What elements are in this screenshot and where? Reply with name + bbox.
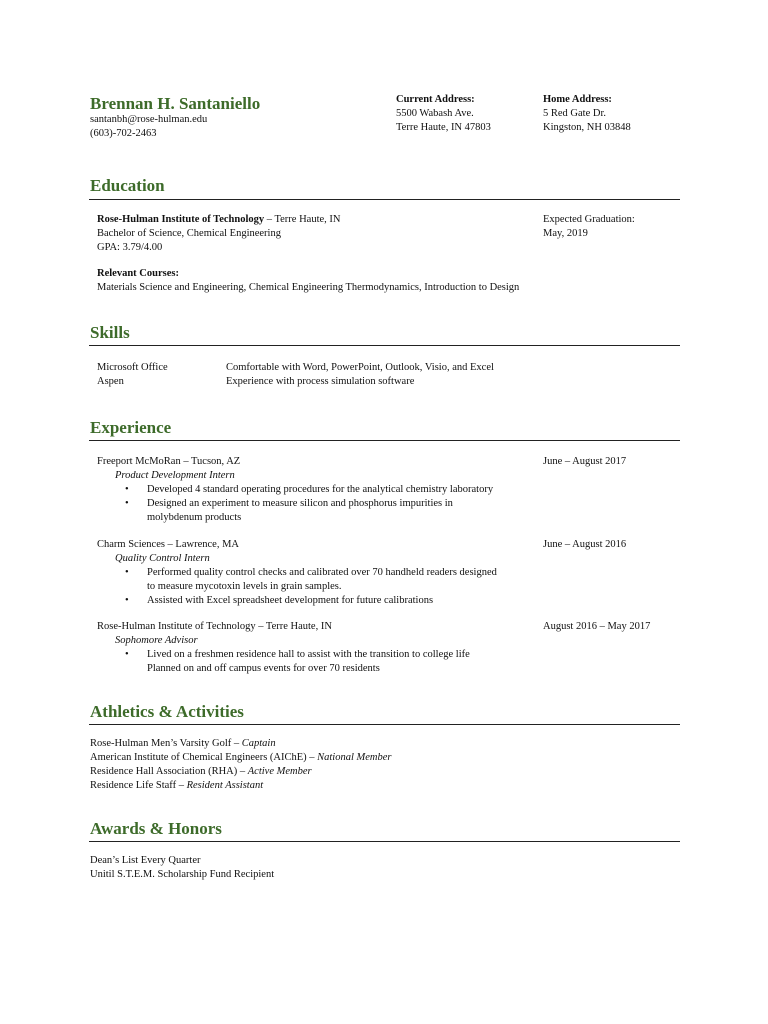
job-entry — [97, 620, 537, 676]
award-item: Unitil S.T.E.M. Scholarship Fund Recipient — [90, 869, 275, 880]
contact-block — [90, 113, 207, 141]
phone: (603)-702-2463 — [90, 128, 157, 139]
applicant-name: Brennan H. Santaniello — [90, 94, 261, 113]
experience-divider — [89, 440, 680, 441]
job-bullet: • Developed 4 standard operating procedures for the analytical chemistry laboratory — [125, 484, 494, 495]
activities-divider — [89, 724, 680, 725]
skill-names — [97, 361, 168, 389]
education-heading: Education — [90, 176, 165, 195]
skills-divider — [89, 345, 680, 346]
job-bullet: • Assisted with Excel spreadsheet development for future calibrations — [125, 595, 434, 606]
email: santanbh@rose-hulman.edu — [90, 114, 208, 125]
home-address-line2: Kingston, NH 03848 — [543, 122, 631, 133]
job-org: Freeport McMoRan – Tucson, AZ — [97, 456, 241, 467]
skills-heading: Skills — [90, 323, 130, 342]
activities-list — [90, 737, 392, 793]
job-role: Product Development Intern — [115, 470, 235, 481]
job-entry — [97, 455, 537, 525]
courses-label: Relevant Courses: — [97, 268, 179, 279]
school-name: Rose-Hulman Institute of Technology — [97, 214, 265, 225]
current-address-line2: Terre Haute, IN 47803 — [396, 122, 491, 133]
job-bullet-continuation: molybdenum products — [147, 512, 242, 523]
job-bullet: • Performed quality control checks and calibrated over 70 handheld readers designed — [125, 567, 497, 578]
activity-item: Residence Life Staff – Resident Assistant — [90, 780, 264, 791]
gpa: GPA: 3.79/4.00 — [97, 242, 163, 253]
skill-description: Experience with process simulation software — [226, 376, 415, 387]
home-address — [543, 93, 631, 135]
job-bullet-continuation: to measure mycotoxin levels in grain samples. — [147, 581, 342, 592]
job-bullet-no-marker: Planned on and off campus events for over 70 residents — [147, 663, 380, 674]
skill-name: Microsoft Office — [97, 362, 168, 373]
job-bullet: • Designed an experiment to measure silicon and phosphorus impurities in — [125, 498, 453, 509]
home-address-label: Home Address: — [543, 94, 612, 105]
job-role: Quality Control Intern — [115, 553, 210, 564]
current-address-line1: 5500 Wabash Ave. — [396, 108, 474, 119]
graduation-date: May, 2019 — [543, 228, 588, 239]
awards-list — [90, 854, 274, 882]
current-address-label: Current Address: — [396, 94, 475, 105]
job-dates: June – August 2016 — [543, 539, 627, 550]
graduation-label: Expected Graduation: — [543, 214, 635, 225]
award-item: Dean’s List Every Quarter — [90, 855, 201, 866]
skill-name: Aspen — [97, 376, 124, 387]
school-location: – Terre Haute, IN — [264, 214, 341, 225]
awards-heading: Awards & Honors — [90, 819, 222, 838]
education-entry — [97, 213, 341, 255]
degree: Bachelor of Science, Chemical Engineering — [97, 228, 281, 239]
graduation-block — [543, 213, 635, 241]
activity-item: Rose-Hulman Men’s Varsity Golf – Captain — [90, 738, 276, 749]
job-dates: June – August 2017 — [543, 456, 627, 467]
current-address — [396, 93, 491, 135]
activity-item: American Institute of Chemical Engineers (AIChE) – National Member — [90, 752, 392, 763]
activities-heading: Athletics & Activities — [90, 702, 244, 721]
relevant-courses — [97, 267, 519, 295]
skill-descriptions — [226, 361, 494, 389]
education-divider — [89, 199, 680, 200]
awards-divider — [89, 841, 680, 842]
job-bullet: • Lived on a freshmen residence hall to assist with the transition to college life — [125, 649, 470, 660]
home-address-line1: 5 Red Gate Dr. — [543, 108, 606, 119]
job-org: Rose-Hulman Institute of Technology – Terre Haute, IN — [97, 621, 332, 632]
job-role: Sophomore Advisor — [115, 635, 198, 646]
courses-list: Materials Science and Engineering, Chemical Engineering Thermodynamics, Introduction to Design — [97, 282, 520, 293]
experience-heading: Experience — [90, 418, 172, 437]
job-entry — [97, 538, 537, 608]
activity-item: Residence Hall Association (RHA) – Active Member — [90, 766, 312, 777]
job-dates: August 2016 – May 2017 — [543, 621, 651, 632]
job-org: Charm Sciences – Lawrence, MA — [97, 539, 239, 550]
skill-description: Comfortable with Word, PowerPoint, Outlook, Visio, and Excel — [226, 362, 494, 373]
